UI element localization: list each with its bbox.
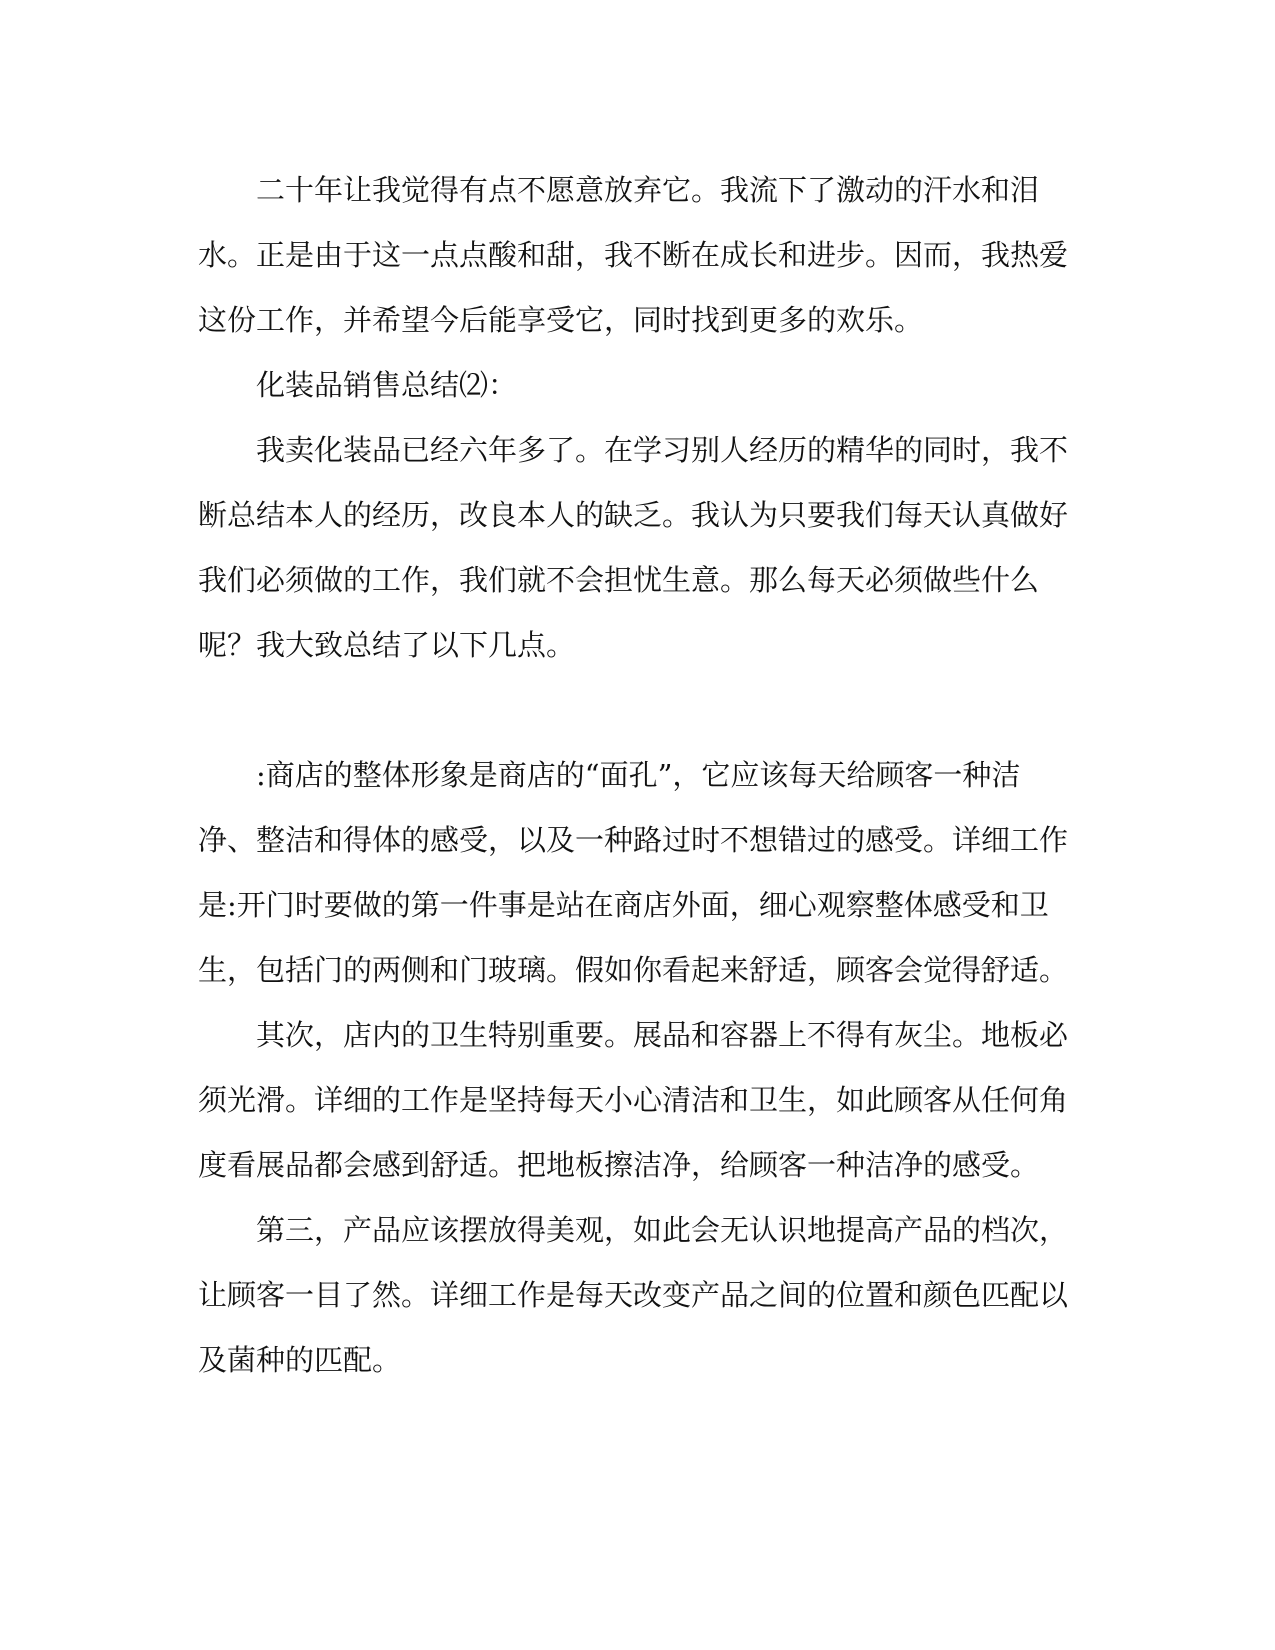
blank-line bbox=[198, 678, 1074, 743]
paragraph-3: :商店的整体形象是商店的“面孔”，它应该每天给顾客一种洁净、整洁和得体的感受，以及一种路过时不想错过的感受。详细工作是:开门时要做的第一件事是站在商店外面，细心观察整体感受和卫生，包括门的两侧和门玻璃。假如你看起来舒适，顾客会觉得舒适。 bbox=[198, 758, 1069, 987]
paragraph-2: 我卖化装品已经六年多了。在学习别人经历的精华的同时，我不断总结本人的经历，改良本人的缺乏。我认为只要我们每天认真做好我们必须做的工作，我们就不会担忧生意。那么每天必须做些什么呢？我大致总结了以下几点。 bbox=[198, 433, 1069, 662]
paragraph-4: 其次，店内的卫生特别重要。展品和容器上不得有灰尘。地板必须光滑。详细的工作是坚持每天小心清洁和卫生，如此顾客从任何角度看展品都会感到舒适。把地板擦洁净，给顾客一种洁净的感受。 bbox=[198, 1018, 1069, 1182]
paragraph-1: 二十年让我觉得有点不愿意放弃它。我流下了激动的汗水和泪水。正是由于这一点点酸和甜，我不断在成长和进步。因而，我热爱这份工作，并希望今后能享受它，同时找到更多的欢乐。 bbox=[198, 173, 1069, 337]
document-body bbox=[198, 158, 1074, 1393]
section-heading: 化装品销售总结⑵： bbox=[256, 368, 518, 402]
paragraph-5: 第三，产品应该摆放得美观，如此会无认识地提高产品的档次，让顾客一目了然。详细工作是每天改变产品之间的位置和颜色匹配以及菌种的匹配。 bbox=[198, 1213, 1069, 1377]
